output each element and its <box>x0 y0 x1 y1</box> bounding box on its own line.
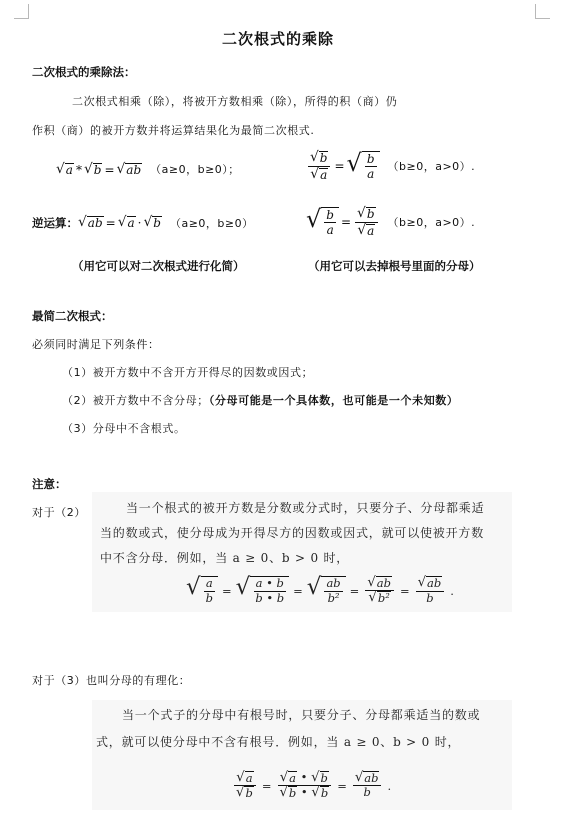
condition-2 <box>62 392 459 408</box>
note-simplify: （用它可以对二次根式进行化简） <box>72 259 245 273</box>
conditions-intro: 必须同时满足下列条件： <box>32 338 160 351</box>
example-2-formula: √ a √ b = √ a • √ b √ b • √ b = √ ab b . <box>236 770 392 801</box>
example-1-line-2: 当的数或式，使分母成为开得尽方的因数或因式，就可以使被开方数 <box>100 526 485 540</box>
example-1-line-3: 中不含分母．例如，当 a ≥ 0、b > 0 时， <box>100 551 350 565</box>
section-heading-simplest-radical: 最简二次根式： <box>32 309 113 323</box>
condition-3: （3）分母中不含根式。 <box>62 422 186 435</box>
example-1-formula: √ $\frac{a}{b}$ = √ $\frac{a • b}{b • b}$ = √ $\frac{ab}{\text{b²}}$ = √ ab √ b² = √ ab b . <box>186 574 454 606</box>
condition-2-text: （2）被开方数中不含分母； <box>62 394 209 407</box>
section-heading-multiply-divide: 二次根式的乘除法： <box>32 65 136 79</box>
formula-product-condition: （a≥0，b≥0）； <box>150 163 240 176</box>
example-box-rationalize <box>92 700 512 810</box>
crop-mark-top-left <box>14 4 29 19</box>
example-box-fraction <box>92 492 512 612</box>
example-2-line-2: 式，就可以使分母中不含有根号．例如，当 a ≥ 0、b > 0 时， <box>96 735 461 749</box>
rule-line-2: 作积（商）的被开方数并将运算结果化为最简二次根式. <box>32 124 315 137</box>
condition-1: （1）被开方数中不含开方开得尽的因数或因式； <box>62 366 314 379</box>
example-1-line-1: 当一个根式的被开方数是分数或分式时，只要分子、分母都乘适 <box>126 501 485 515</box>
formula-product: √ a * √ b = √ ab （a≥0，b≥0）； <box>56 161 240 178</box>
inverse-label: 逆运算： <box>32 216 78 230</box>
example-2-line-1: 当一个式子的分母中有根号时，只要分子、分母都乘适当的数或 <box>122 708 481 722</box>
formula-quotient: √ b √ a = √ $\frac{b}{a}$ （b≥0，a>0）. <box>310 148 476 182</box>
formula-quotient-condition: （b≥0，a>0）. <box>387 160 476 174</box>
formula-inverse-quotient-condition: （b≥0，a>0）. <box>387 216 476 230</box>
rule-line-1: 二次根式相乘（除），将被开方数相乘（除），所得的积（商）仍 <box>72 95 398 108</box>
note-label-2: 对于（2） <box>32 506 86 519</box>
formula-inverse-product-condition: （a≥0，b≥0） <box>169 217 254 230</box>
section-heading-notes: 注意： <box>32 477 67 491</box>
crop-mark-top-right <box>535 4 550 19</box>
note-label-3: 对于（3）也叫分母的有理化： <box>32 674 191 687</box>
note-remove-denominator: （用它可以去掉根号里面的分母） <box>308 259 481 273</box>
formula-inverse-quotient: √ $\frac{b}{a}$ = √ b √ a （b≥0，a>0）. <box>306 204 476 238</box>
page-title: 二次根式的乘除 <box>222 30 335 48</box>
formula-inverse-product: 逆运算： √ ab = √ a · √ b （a≥0，b≥0） <box>32 213 254 230</box>
condition-2-note: （分母可能是一个具体数，也可能是一个未知数） <box>208 394 459 407</box>
